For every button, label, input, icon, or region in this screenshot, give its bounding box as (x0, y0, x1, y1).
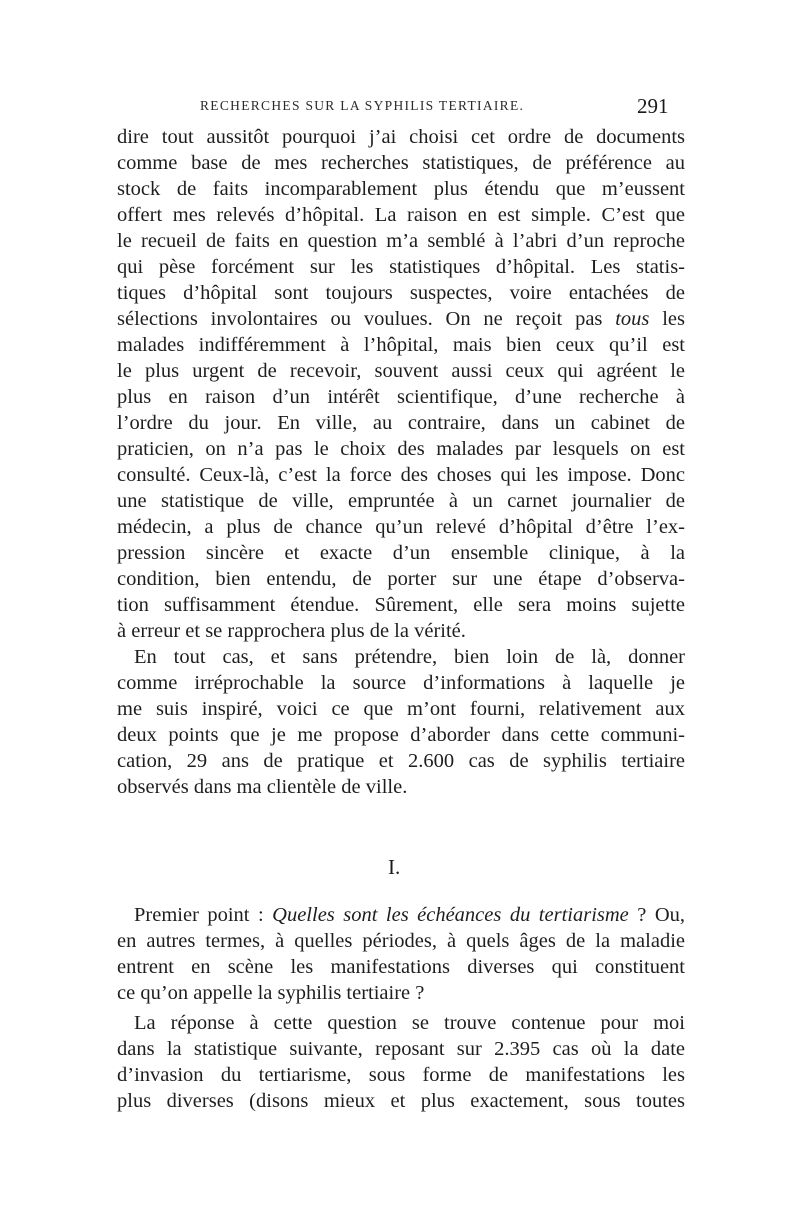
section-heading: I. (388, 855, 401, 879)
text-line: le plus urgent de recevoir, souvent aussi ceux qui agréent le (117, 360, 685, 382)
text-line: qui pèse forcément sur les statistiques d’hôpital. Les statis- (117, 256, 685, 278)
text-line: offert mes relevés d’hôpital. La raison en est simple. C’est que (117, 204, 685, 226)
text-line: plus en raison d’un intérêt scientifique, d’une recherche à (117, 386, 685, 408)
text-segment: les (649, 308, 685, 330)
text-line: dire tout aussitôt pourquoi j’ai choisi cet ordre de documents (117, 126, 685, 148)
text-line: deux points que je me propose d’aborder dans cette communi- (117, 724, 685, 746)
page-number: 291 (637, 94, 669, 118)
text-line-with-emphasis (134, 902, 685, 928)
text-line: En tout cas, et sans prétendre, bien loin de là, donner (134, 646, 685, 668)
text-line: ce qu’on appelle la syphilis tertiaire ? (117, 982, 425, 1004)
running-title: RECHERCHES SUR LA SYPHILIS TERTIAIRE. (200, 98, 525, 113)
text-line: dans la statistique suivante, reposant sur 2.395 cas où la date (117, 1038, 685, 1060)
text-segment: ? Ou, (628, 904, 686, 926)
text-line: condition, bien entendu, de porter sur une étape d’observa- (117, 568, 685, 590)
text-line: observés dans ma clientèle de ville. (117, 776, 408, 798)
text-line: entrent en scène les manifestations diverses qui constituent (117, 956, 685, 978)
text-line: à erreur et se rapprochera plus de la vérité. (117, 620, 466, 642)
text-segment: Premier point : (134, 904, 273, 926)
text-line: pression sincère et exacte d’un ensemble clinique, à la (117, 542, 685, 564)
text-line: le recueil de faits en question m’a semblé à l’abri d’un reproche (117, 230, 685, 252)
text-line: une statistique de ville, empruntée à un carnet journalier de (117, 490, 685, 512)
text-line-with-emphasis (117, 306, 685, 332)
text-line: l’ordre du jour. En ville, au contraire, dans un cabinet de (117, 412, 685, 434)
text-line: d’invasion du tertiarisme, sous forme de manifestations les (117, 1064, 685, 1086)
text-line: comme base de mes recherches statistiques, de préférence au (117, 152, 685, 174)
text-line: tion suffisamment étendue. Sûrement, elle sera moins sujette (117, 594, 685, 616)
text-line: cation, 29 ans de pratique et 2.600 cas de syphilis tertiaire (117, 750, 685, 772)
text-line: me suis inspiré, voici ce que m’ont fourni, relativement aux (117, 698, 685, 720)
text-segment: sélections involontaires ou voulues. On ne reçoit pas (117, 308, 603, 330)
emphasis-word: tous (615, 308, 650, 330)
text-line: plus diverses (disons mieux et plus exactement, sous toutes (117, 1090, 685, 1112)
text-line: comme irréprochable la source d’informations à laquelle je (117, 672, 685, 694)
text-line: médecin, a plus de chance qu’un relevé d’hôpital d’être l’ex- (117, 516, 685, 538)
text-line: praticien, on n’a pas le choix des malades par lesquels on est (117, 438, 685, 460)
text-line: consulté. Ceux-là, c’est la force des choses qui les impose. Donc (117, 464, 685, 486)
text-line: La réponse à cette question se trouve contenue pour moi (134, 1012, 685, 1034)
text-line: malades indifféremment à l’hôpital, mais bien ceux qu’il est (117, 334, 685, 356)
emphasis-question: Quelles sont les échéances du tertiarisme (272, 904, 629, 926)
text-line: en autres termes, à quelles périodes, à quels âges de la maladie (117, 930, 685, 952)
text-line: tiques d’hôpital sont toujours suspectes, voire entachées de (117, 282, 685, 304)
text-line: stock de faits incomparablement plus étendu que m’eussent (117, 178, 685, 200)
